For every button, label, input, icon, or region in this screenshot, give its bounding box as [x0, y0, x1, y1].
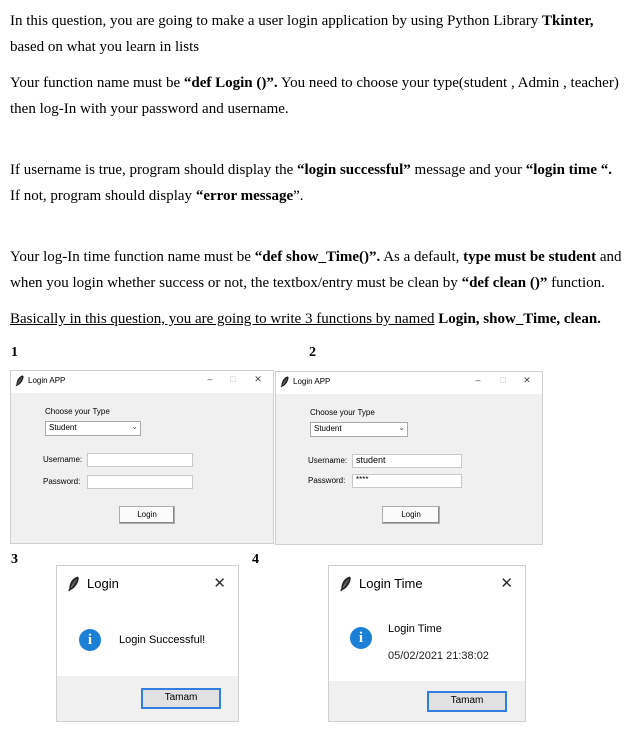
dialog-footer — [329, 681, 525, 721]
title-bar — [276, 372, 542, 394]
login-window-filled — [275, 371, 543, 545]
window-title: Login APP — [28, 376, 66, 385]
paragraph-summary: Basically in this question, you are going to write 3 functions by named Login, show_Time, clean. — [10, 311, 601, 327]
minimize-button[interactable]: – — [475, 375, 481, 385]
feather-icon — [339, 576, 353, 592]
ok-button[interactable]: Tamam — [141, 688, 221, 709]
dialog-message: Login Successful! — [119, 634, 206, 646]
chevron-down-icon: ⌄ — [398, 423, 405, 432]
choose-type-label: Choose your Type — [310, 408, 375, 417]
dialog-title: Login Time — [359, 576, 423, 591]
minimize-button[interactable]: – — [207, 374, 213, 384]
maximize-button[interactable]: □ — [500, 375, 506, 385]
login-button[interactable]: Login — [119, 506, 175, 524]
username-input[interactable]: student — [352, 454, 462, 468]
info-icon: i — [350, 627, 372, 649]
paragraph-show-time: Your log-In time function name must be “def show_Time()”. As a default, type must be student and when you login whether success or not, the textbox/entry must be clean by “def clean ()” function. — [10, 249, 622, 291]
ok-button[interactable]: Tamam — [427, 691, 507, 712]
type-combobox[interactable]: Student ⌄ — [310, 422, 408, 437]
paragraph-username-check: If username is true, program should display the “login successful” message and your “login time “. If not, program should display “error message”. — [10, 162, 612, 204]
paragraph-function-name: Your function name must be “def Login ()”. You need to choose your type(student , Admin , teacher) then log-In with your password and username. — [10, 75, 619, 117]
password-label: Password: — [43, 477, 81, 486]
feather-icon — [67, 576, 81, 592]
figure-number-1: 1 — [11, 345, 18, 360]
info-icon: i — [79, 629, 101, 651]
paragraph-intro: In this question, you are going to make a user login application by using Python Library Tkinter, based on what you learn in lists — [10, 13, 594, 55]
window-title: Login APP — [293, 377, 331, 386]
close-button[interactable]: ✕ — [523, 375, 531, 385]
dialog-heading: Login Time — [388, 623, 442, 635]
choose-type-label: Choose your Type — [45, 407, 110, 416]
close-button[interactable]: ✕ — [254, 374, 262, 384]
figure-number-3: 3 — [11, 552, 18, 567]
maximize-button[interactable]: □ — [230, 374, 236, 384]
login-success-dialog — [56, 565, 239, 722]
figure-number-4: 4 — [252, 552, 259, 567]
figure-number-2: 2 — [309, 345, 316, 360]
dialog-title: Login — [87, 576, 119, 591]
title-bar — [11, 371, 273, 393]
dialog-message: 05/02/2021 21:38:02 — [388, 650, 489, 662]
username-label: Username: — [43, 455, 83, 464]
username-input[interactable] — [87, 453, 193, 467]
feather-icon — [280, 376, 290, 388]
chevron-down-icon: ⌄ — [131, 422, 138, 431]
type-combobox[interactable]: Student ⌄ — [45, 421, 141, 436]
feather-icon — [15, 375, 25, 387]
close-button[interactable]: ✕ — [213, 575, 226, 592]
login-time-dialog — [328, 565, 526, 722]
password-label: Password: — [308, 476, 346, 485]
close-button[interactable]: ✕ — [500, 575, 513, 592]
username-label: Username: — [308, 456, 348, 465]
password-input[interactable] — [87, 475, 193, 489]
login-window-empty — [10, 370, 274, 544]
password-input[interactable]: **** — [352, 474, 462, 488]
dialog-footer — [57, 676, 238, 721]
login-button[interactable]: Login — [382, 506, 440, 524]
